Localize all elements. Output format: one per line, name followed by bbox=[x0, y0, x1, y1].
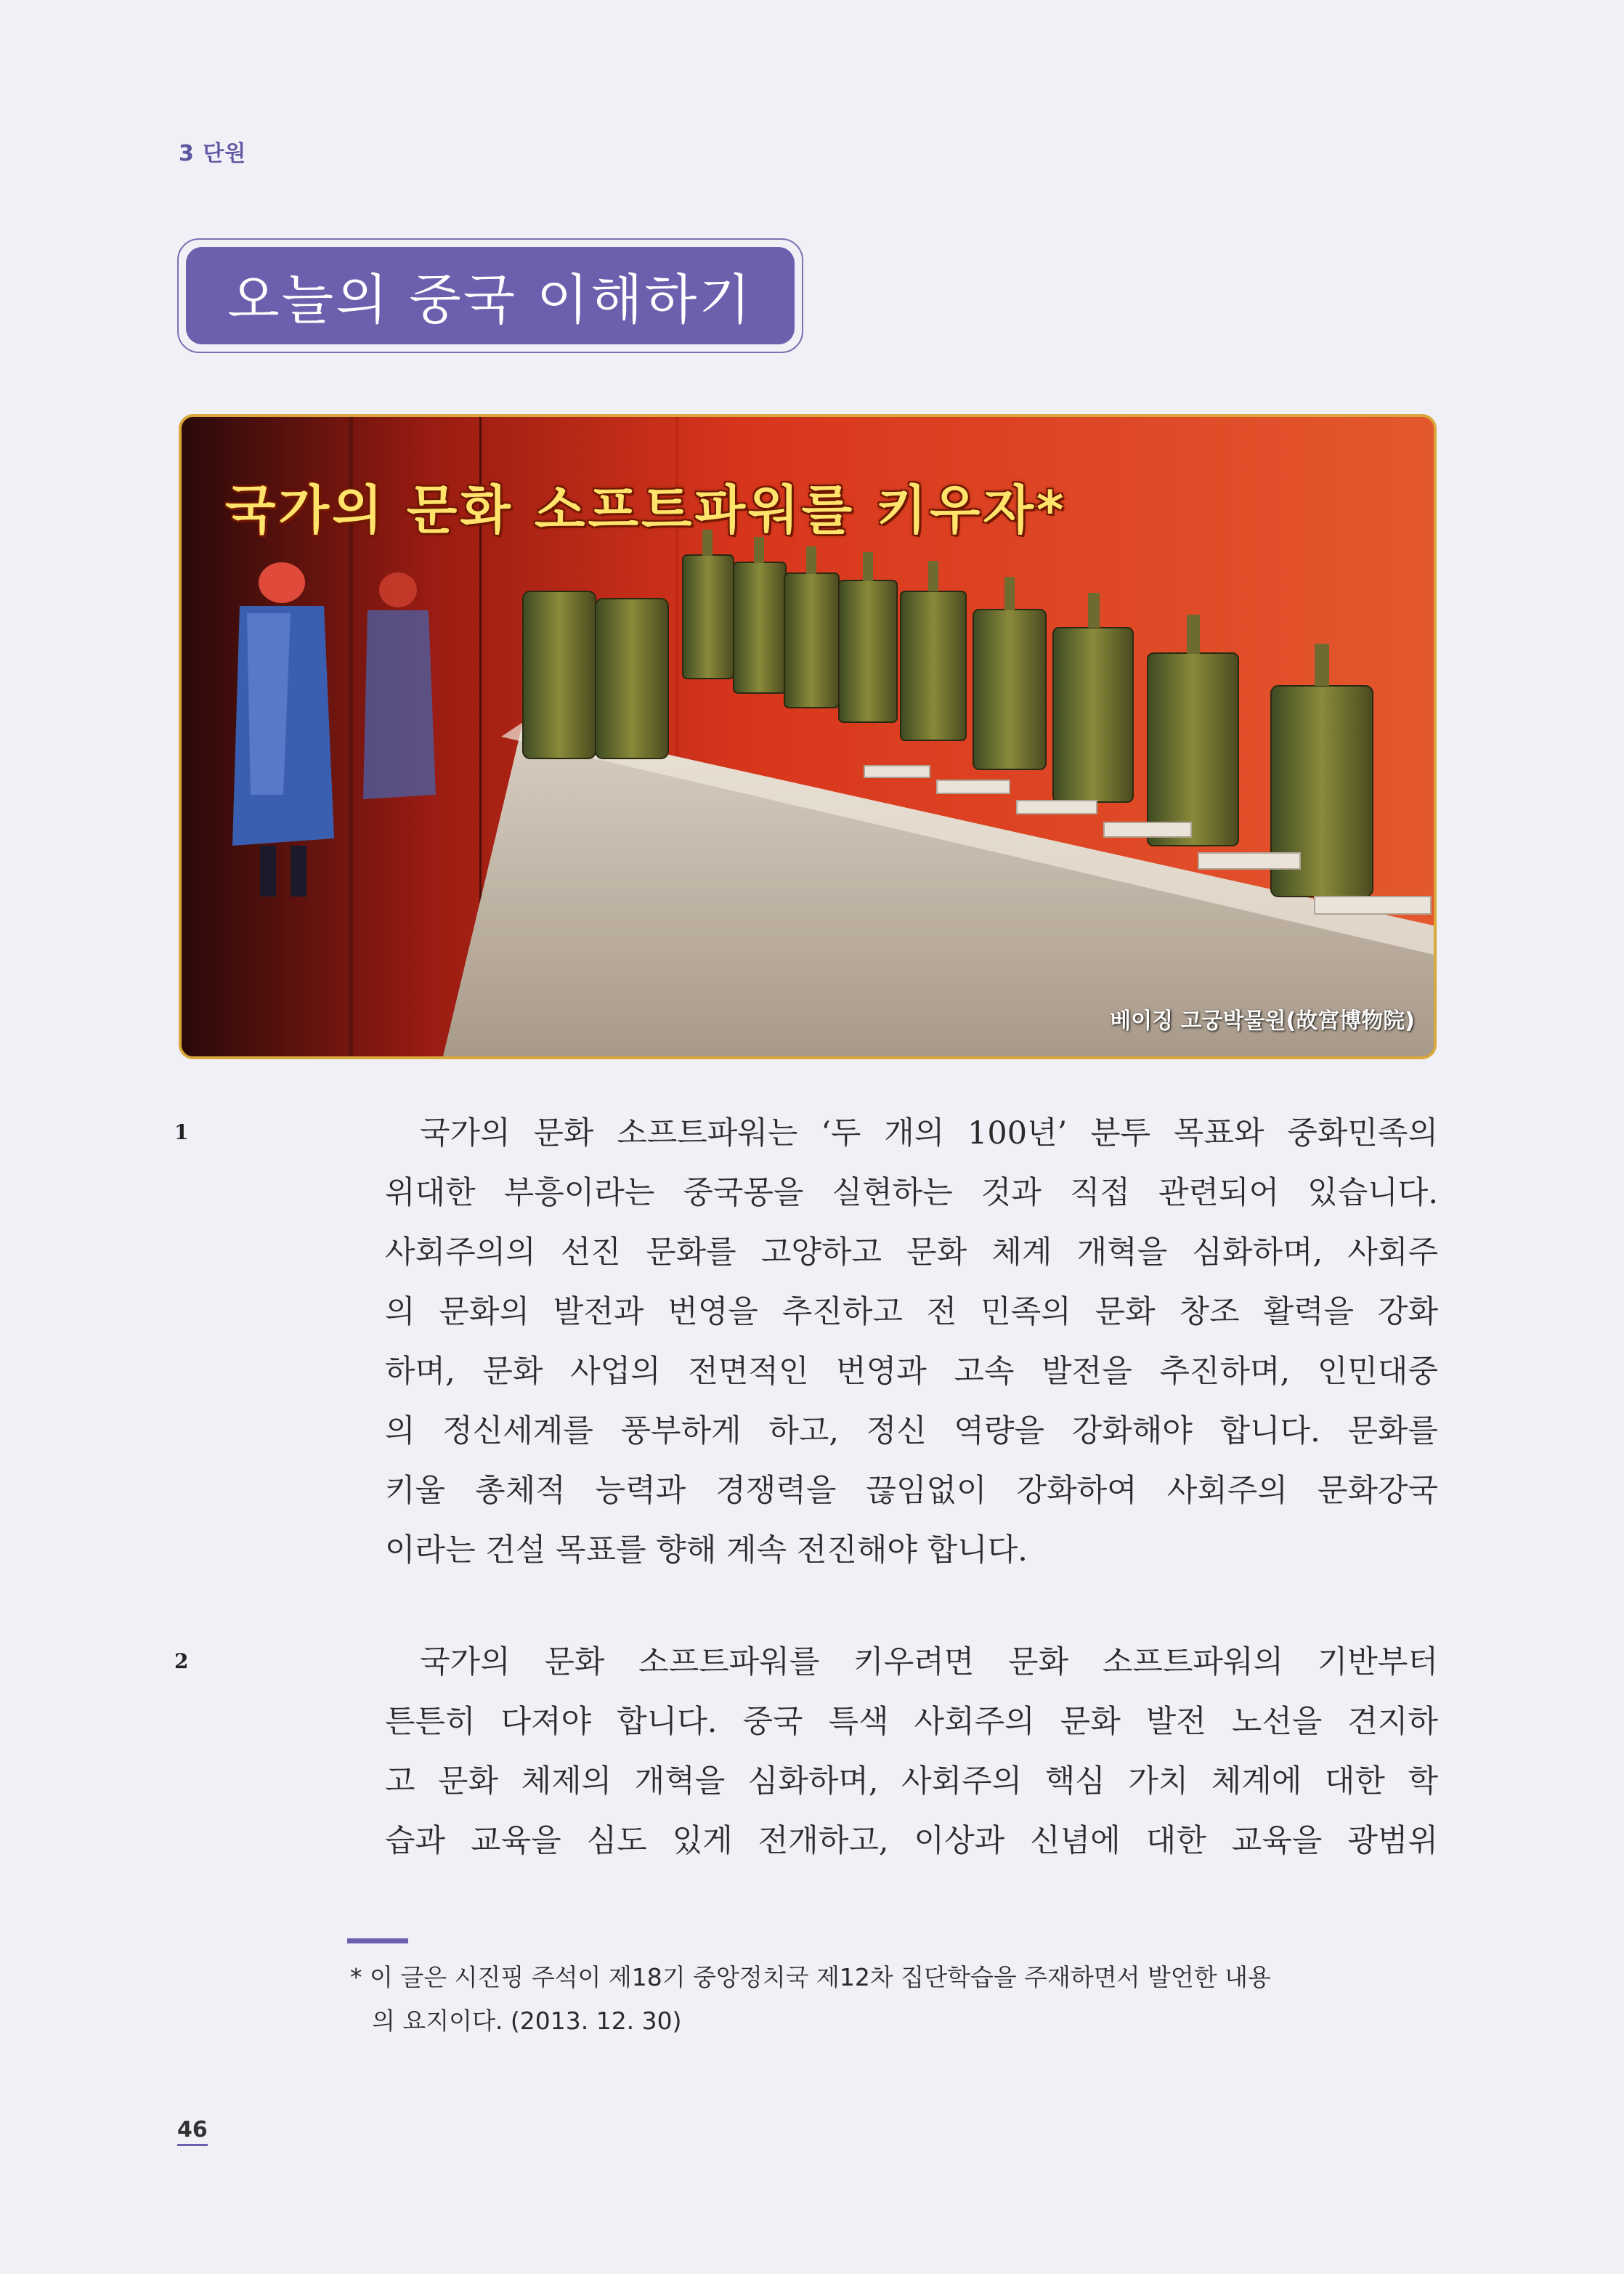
paragraph-line: 고 문화 체제의 개혁을 심화하며, 사회주의 핵심 가치 체계에 대한 학 bbox=[385, 1763, 1438, 1800]
paragraph-line: 의 정신세계를 풍부하게 하고, 정신 역량을 강화해야 합니다. 문화를 bbox=[385, 1413, 1438, 1449]
unit-label: 3 단원 bbox=[179, 141, 247, 166]
section-title: 오늘의 중국 이해하기 bbox=[186, 247, 795, 344]
section-title-box bbox=[177, 238, 803, 353]
page-number: 46 bbox=[177, 2117, 208, 2146]
paragraph-line: 위대한 부흥이라는 중국몽을 실현하는 것과 직접 관련되어 있습니다. bbox=[385, 1175, 1438, 1211]
paragraph-line: 튼튼히 다져야 합니다. 중국 특색 사회주의 문화 발전 노선을 견지하 bbox=[385, 1704, 1438, 1740]
paragraph-line: 하며, 문화 사업의 전면적인 번영과 고속 발전을 추진하며, 인민대중 bbox=[385, 1354, 1438, 1390]
paragraph-number: 2 bbox=[174, 1649, 189, 1673]
paragraph-line: 사회주의의 선진 문화를 고양하고 문화 체계 개혁을 심화하며, 사회주 bbox=[385, 1234, 1438, 1271]
paragraph-line: 국가의 문화 소프트파워를 키우려면 문화 소프트파워의 기반부터 bbox=[420, 1644, 1438, 1680]
footnote-rule bbox=[347, 1938, 408, 1943]
museum-photo bbox=[179, 414, 1437, 1059]
footnote-line: * 이 글은 시진핑 주석이 제18기 중앙정치국 제12차 집단학습을 주재하면서 발언한 내용 bbox=[350, 1963, 1271, 1991]
paragraph-line: 키울 총체적 능력과 경쟁력을 끊임없이 강화하여 사회주의 문화강국 bbox=[385, 1473, 1438, 1509]
footnote-line: 의 요지이다. (2013. 12. 30) bbox=[372, 2007, 682, 2035]
paragraph-number: 1 bbox=[174, 1120, 189, 1144]
photo-caption: 베이징 고궁박물원(故宮博物院) bbox=[1110, 1008, 1415, 1034]
paragraph-line: 습과 교육을 심도 있게 전개하고, 이상과 신념에 대한 교육을 광범위 bbox=[385, 1823, 1438, 1859]
paragraph-line: 의 문화의 발전과 번영을 추진하고 전 민족의 문화 창조 활력을 강화 bbox=[385, 1294, 1438, 1330]
paragraph-line: 국가의 문화 소프트파워는 ‘두 개의 100년’ 분투 목표와 중화민족의 bbox=[420, 1115, 1438, 1152]
paragraph-line: 이라는 건설 목표를 향해 계속 전진해야 합니다. bbox=[385, 1532, 1028, 1569]
photo-headline: 국가의 문화 소프트파워를 키우자* bbox=[225, 480, 1067, 541]
